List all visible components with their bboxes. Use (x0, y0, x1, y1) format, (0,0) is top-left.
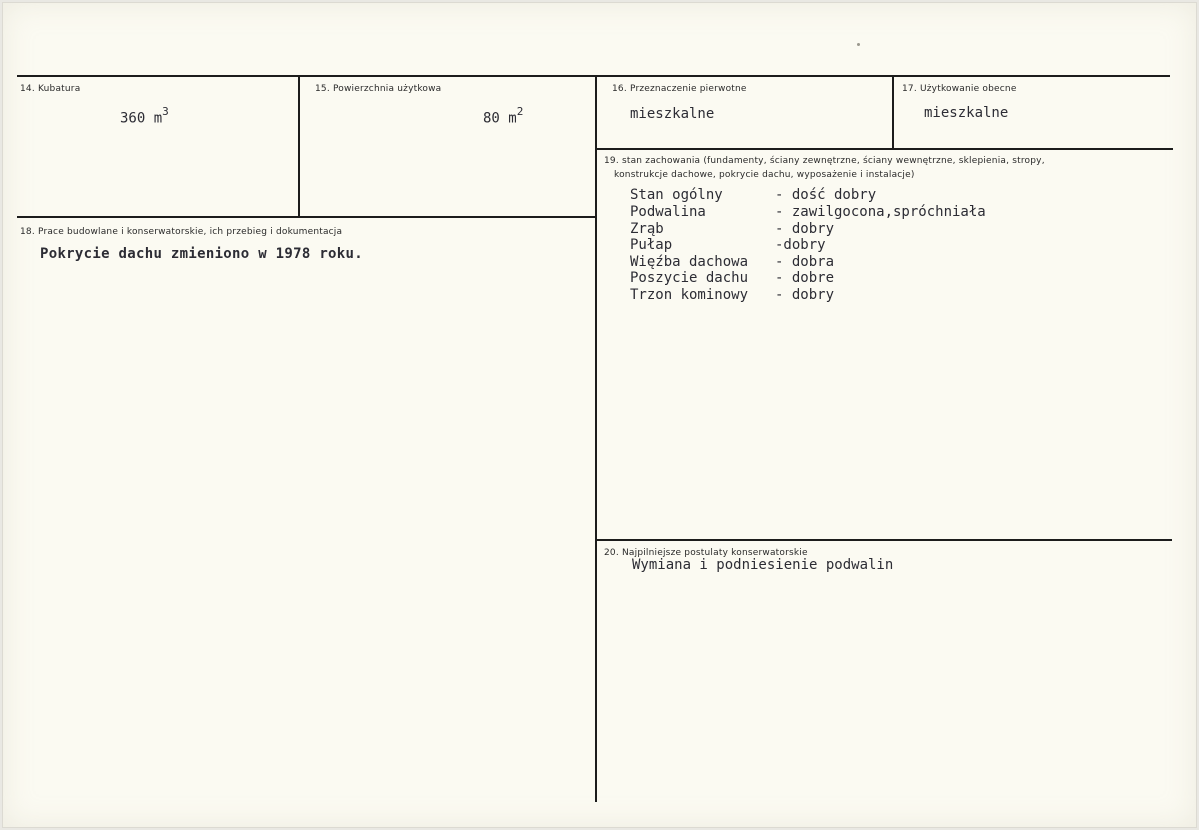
record-card (2, 2, 1197, 828)
field-20-label: 20. Najpilniejsze postulaty konserwatorskie (604, 548, 808, 558)
field-18-value: Pokrycie dachu zmieniono w 1978 roku. (40, 246, 363, 262)
condition-name: Trzon kominowy (630, 287, 749, 303)
field-19-label-line1: 19. stan zachowania (fundamenty, ściany zewnętrzne, ściany wewnętrzne, sklepienia, stropy, (604, 156, 1045, 166)
field-20-value: Wymiana i podniesienie podwalin (632, 557, 894, 573)
field-15-label: 15. Powierzchnia użytkowa (315, 84, 442, 94)
condition-name: Więźba dachowa (630, 254, 749, 270)
condition-value: - dobre (775, 270, 835, 286)
cubature-unit-exponent: 3 (162, 105, 169, 118)
condition-name: Podwalina (630, 204, 706, 220)
top-rule (17, 75, 1170, 77)
divider-14-15 (298, 76, 300, 218)
condition-value: - dobry (775, 287, 835, 303)
condition-value: - zawilgocona,spróchniała (775, 204, 986, 220)
divider-16-17 (892, 76, 894, 149)
condition-value: - dobra (775, 254, 835, 270)
field-14-value (120, 107, 169, 127)
condition-row (630, 204, 986, 221)
condition-row (630, 287, 834, 304)
condition-value: - dość dobry (775, 187, 877, 203)
usable-area-unit-exponent: 2 (516, 105, 524, 118)
cubature-value: 360 m (120, 110, 163, 127)
rule-under-14-15 (17, 216, 596, 218)
paper-speck (857, 43, 860, 46)
field-19-label-line2: konstrukcje dachowe, pokrycie dachu, wyposażenie i instalacje) (614, 170, 915, 180)
condition-value: -dobry (775, 237, 826, 253)
field-18-label: 18. Prace budowlane i konserwatorskie, ich przebieg i dokumentacja (20, 227, 343, 237)
condition-row (630, 270, 834, 287)
condition-name: Poszycie dachu (630, 270, 749, 286)
rule-above-20 (596, 539, 1172, 541)
field-16-value: mieszkalne (630, 106, 715, 122)
condition-row (630, 254, 834, 271)
field-15-value (483, 107, 523, 127)
usable-area-value: 80 m (483, 110, 517, 127)
field-17-label: 17. Użytkowanie obecne (902, 84, 1017, 94)
field-16-label: 16. Przeznaczenie pierwotne (612, 84, 747, 94)
field-14-label: 14. Kubatura (20, 84, 81, 94)
condition-row (630, 237, 826, 254)
condition-name: Stan ogólny (630, 187, 723, 203)
condition-row (630, 221, 834, 238)
condition-name: Pułap (630, 237, 673, 253)
field-17-value: mieszkalne (924, 105, 1009, 121)
rule-under-16-17 (596, 148, 1173, 150)
center-divider (595, 76, 597, 802)
condition-row (630, 187, 876, 204)
condition-value: - dobry (775, 221, 835, 237)
condition-name: Zrąb (630, 221, 664, 237)
